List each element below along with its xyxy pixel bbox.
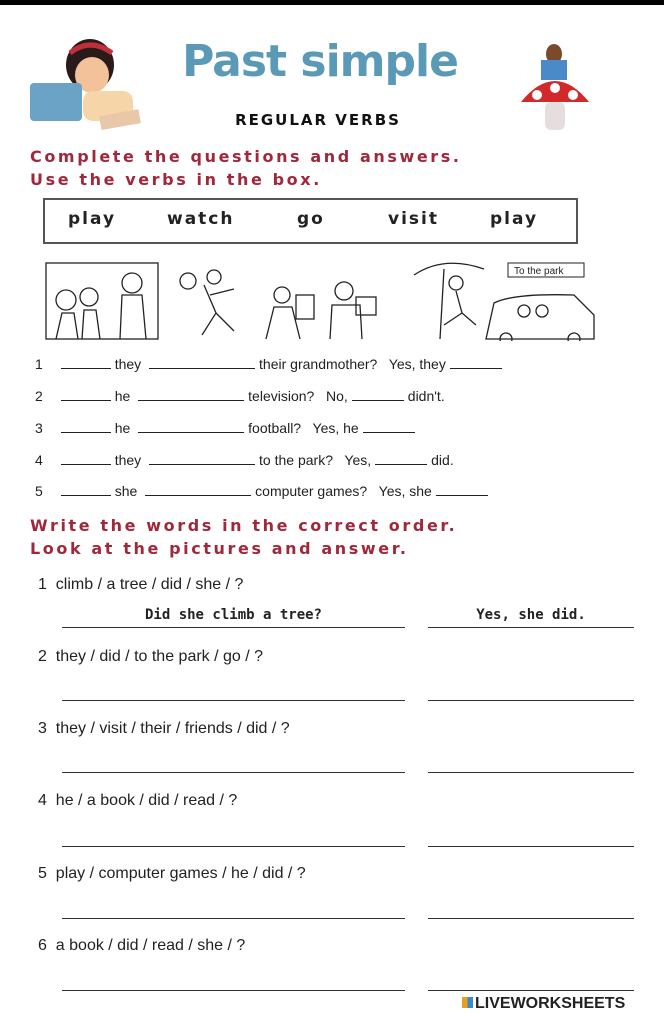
row-subject: they	[114, 356, 142, 372]
blank-input[interactable]	[149, 452, 255, 465]
order-item-1: 1 climb / a tree / did / she / ?	[38, 576, 244, 593]
mushroom-reader-illustration	[515, 40, 595, 135]
row-subject: he	[114, 388, 131, 404]
row-question: football?	[248, 420, 302, 436]
question-answer-5[interactable]	[62, 918, 405, 919]
row-answer-suffix: didn't.	[407, 388, 445, 404]
verb-option: play	[490, 209, 539, 229]
order-item-5: 5 play / computer games / he / did / ?	[38, 865, 306, 882]
order-item-4: 4 he / a book / did / read / ?	[38, 792, 238, 809]
row-number: 2	[35, 388, 43, 404]
short-answer-6[interactable]	[428, 990, 634, 991]
row-answer: No,	[325, 388, 348, 404]
blank-input[interactable]	[138, 420, 244, 433]
row-subject: she	[114, 483, 138, 499]
section1-instruction-2: Use the verbs in the box.	[30, 170, 322, 189]
question-answer-4[interactable]	[62, 846, 405, 847]
exercise-row-1	[35, 356, 506, 372]
blank-input[interactable]	[61, 388, 111, 401]
verb-option: play	[68, 209, 117, 229]
short-answer-5[interactable]	[428, 918, 634, 919]
short-answer-2[interactable]	[428, 700, 634, 701]
blank-input[interactable]	[363, 420, 415, 433]
question-answer-2[interactable]	[62, 700, 405, 701]
section2-instruction-1: Write the words in the correct order.	[30, 516, 458, 535]
short-answer-4[interactable]	[428, 846, 634, 847]
row-number: 1	[35, 356, 43, 372]
row-answer: Yes, she	[378, 483, 432, 499]
verb-option: watch	[167, 209, 235, 229]
logo-icon	[462, 997, 473, 1008]
exercise-row-5	[35, 483, 492, 499]
order-item-3: 3 they / visit / their / friends / did / ?	[38, 720, 290, 737]
exercise-row-4	[35, 452, 454, 468]
row-number: 3	[35, 420, 43, 436]
blank-input[interactable]	[61, 452, 111, 465]
top-bar	[0, 0, 664, 5]
exercise-row-3	[35, 420, 419, 436]
blank-input[interactable]	[352, 388, 404, 401]
section1-instruction-1: Complete the questions and answers.	[30, 147, 462, 166]
blank-input[interactable]	[149, 356, 255, 369]
question-answer-3[interactable]	[62, 772, 405, 773]
picture-strip	[44, 255, 600, 341]
row-answer: Yes, he	[312, 420, 359, 436]
question-answer-6[interactable]	[62, 990, 405, 991]
row-subject: he	[114, 420, 131, 436]
row-answer-suffix: did.	[431, 452, 454, 468]
row-answer: Yes,	[344, 452, 372, 468]
page-title: Past simple	[182, 36, 458, 87]
section2-instruction-2: Look at the pictures and answer.	[30, 539, 409, 558]
row-question: television?	[248, 388, 315, 404]
order-item-6: 6 a book / did / read / she / ?	[38, 937, 246, 954]
row-number: 5	[35, 483, 43, 499]
short-answer-1[interactable]: Yes, she did.	[476, 607, 586, 623]
answer-line	[62, 627, 405, 628]
blank-input[interactable]	[145, 483, 251, 496]
blank-input[interactable]	[61, 420, 111, 433]
exercise-row-2	[35, 388, 445, 404]
liveworksheets-logo: LIVEWORKSHEETS	[462, 995, 625, 1013]
page-subtitle: REGULAR VERBS	[235, 111, 401, 129]
park-sign-text: To the park	[514, 266, 564, 277]
order-item-2: 2 they / did / to the park / go / ?	[38, 648, 264, 665]
row-question: their grandmother?	[259, 356, 378, 372]
blank-input[interactable]	[138, 388, 244, 401]
blank-input[interactable]	[450, 356, 502, 369]
row-subject: they	[114, 452, 142, 468]
short-answer-3[interactable]	[428, 772, 634, 773]
row-question: to the park?	[259, 452, 333, 468]
row-number: 4	[35, 452, 43, 468]
row-answer: Yes, they	[388, 356, 446, 372]
answer-line	[428, 627, 634, 628]
blank-input[interactable]	[375, 452, 427, 465]
verb-option: go	[297, 209, 325, 229]
blank-input[interactable]	[61, 483, 111, 496]
blank-input[interactable]	[436, 483, 488, 496]
verb-option: visit	[388, 209, 439, 229]
question-answer-1[interactable]: Did she climb a tree?	[144, 607, 322, 623]
row-question: computer games?	[255, 483, 368, 499]
blank-input[interactable]	[61, 356, 111, 369]
